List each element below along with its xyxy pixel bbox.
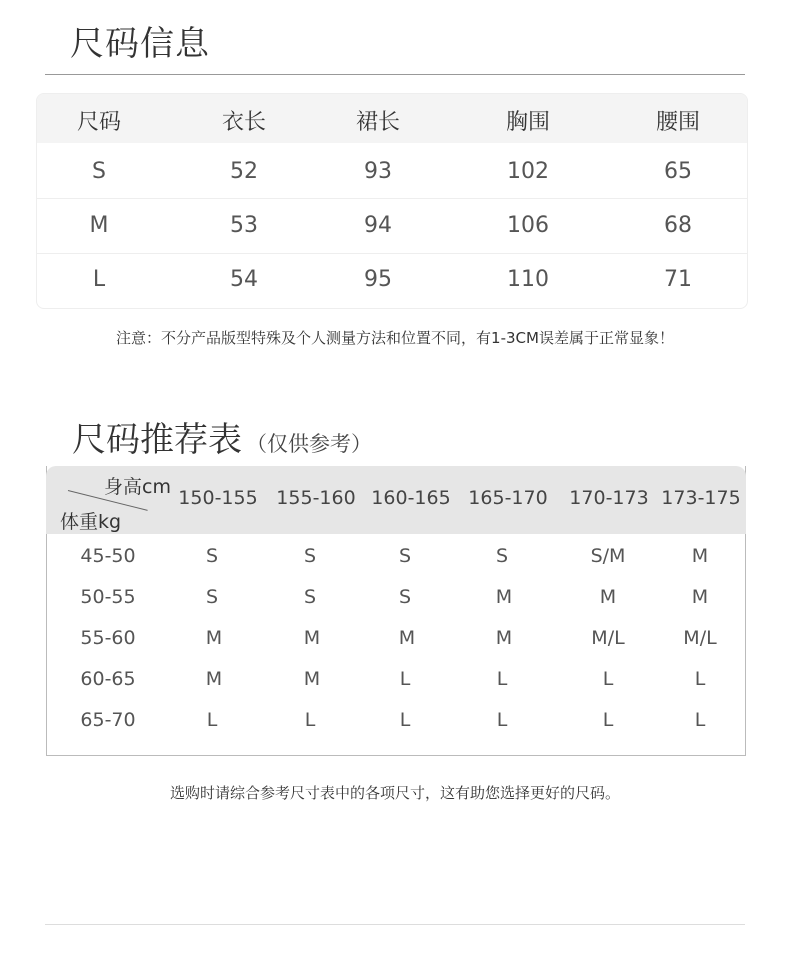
size-cell: S	[205, 586, 219, 608]
table-cell: S	[92, 159, 106, 184]
size-cell: M	[205, 627, 223, 649]
size-recommend-table	[46, 466, 746, 756]
header-length: 衣长	[221, 110, 267, 135]
size-cell: L	[694, 709, 706, 731]
size-cell: L	[602, 709, 614, 731]
size-cell: L	[399, 709, 411, 731]
recommend-table-header	[46, 466, 746, 534]
size-cell: S	[303, 586, 317, 608]
size-cell: L	[496, 709, 508, 731]
table-cell: 106	[507, 213, 549, 238]
size-cell: M/L	[683, 627, 717, 649]
measurement-note: 注意：不分产品版型特殊及个人测量方法和位置不同，有1-3CM误差属于正常显象！	[116, 329, 674, 347]
recommend-title	[72, 412, 372, 461]
size-info-table	[36, 93, 748, 309]
height-header: 155-160	[276, 487, 356, 509]
bottom-divider	[45, 924, 745, 925]
size-cell: M	[303, 668, 321, 690]
size-cell: M	[303, 627, 321, 649]
table-cell: 53	[230, 213, 258, 238]
size-info-title: 尺码信息	[70, 24, 210, 64]
recommend-subtitle: （仅供参考）	[246, 432, 372, 456]
height-header: 160-165	[371, 487, 451, 509]
weight-label: 60-65	[80, 668, 136, 690]
size-cell: L	[399, 668, 411, 690]
corner-weight-label: 体重kg	[60, 511, 122, 533]
size-cell: L	[602, 668, 614, 690]
size-table-header	[37, 94, 747, 143]
table-cell: 110	[507, 267, 549, 292]
size-cell: M	[495, 627, 513, 649]
height-header: 165-170	[468, 487, 548, 509]
table-cell: 94	[364, 213, 392, 238]
size-cell: S	[398, 586, 412, 608]
title-divider	[45, 74, 745, 75]
height-header: 150-155	[178, 487, 258, 509]
size-cell: S	[398, 545, 412, 567]
weight-label: 45-50	[80, 545, 136, 567]
size-cell: S	[205, 545, 219, 567]
size-cell: S	[303, 545, 317, 567]
table-cell: 71	[664, 267, 692, 292]
size-cell: S/M	[590, 545, 626, 567]
size-cell: L	[694, 668, 706, 690]
recommend-title-text: 尺码推荐表	[72, 420, 242, 460]
size-cell: L	[304, 709, 316, 731]
table-cell: M	[89, 213, 109, 238]
height-header: 173-175	[661, 487, 741, 509]
table-cell: 65	[664, 159, 692, 184]
table-cell: 102	[507, 159, 549, 184]
size-cell: S	[495, 545, 509, 567]
size-cell: M	[691, 545, 709, 567]
weight-label: 65-70	[80, 709, 136, 731]
table-cell: L	[92, 267, 106, 292]
size-cell: M	[398, 627, 416, 649]
weight-label: 55-60	[80, 627, 136, 649]
size-cell: L	[206, 709, 218, 731]
size-cell: L	[496, 668, 508, 690]
header-size: 尺码	[76, 110, 122, 135]
size-cell: M	[599, 586, 617, 608]
weight-label: 50-55	[80, 586, 136, 608]
corner-height-label: 身高cm	[104, 476, 171, 498]
table-cell: 93	[364, 159, 392, 184]
size-cell: M	[691, 586, 709, 608]
table-cell: 54	[230, 267, 258, 292]
size-cell: M	[495, 586, 513, 608]
row-divider	[37, 253, 747, 254]
recommend-note: 选购时请综合参考尺寸表中的各项尺寸，这有助您选择更好的尺码。	[169, 784, 620, 802]
header-bust: 胸围	[505, 110, 551, 135]
header-waist: 腰围	[655, 110, 701, 135]
size-cell: M	[205, 668, 223, 690]
row-divider	[37, 198, 747, 199]
size-cell: M/L	[591, 627, 625, 649]
table-cell: 68	[664, 213, 692, 238]
header-skirt-length: 裙长	[355, 110, 401, 135]
height-header: 170-173	[569, 487, 649, 509]
table-cell: 95	[364, 267, 392, 292]
table-cell: 52	[230, 159, 258, 184]
